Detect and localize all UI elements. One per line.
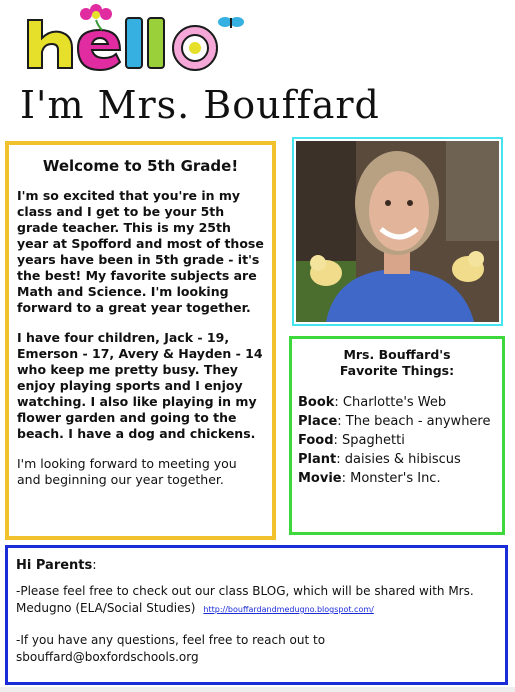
parents-heading-text: Hi Parents <box>16 558 93 573</box>
favorites-heading-line-1: Mrs. Bouffard's <box>343 347 451 362</box>
favorite-book-value: : Charlotte's Web <box>334 395 447 410</box>
favorite-plant <box>298 450 496 469</box>
parents-heading <box>16 558 497 573</box>
favorite-food-value: : Spaghetti <box>333 433 405 448</box>
favorite-place-label: Place <box>298 414 338 429</box>
favorite-place <box>298 412 496 431</box>
page-title: I'm Mrs. Bouffard <box>20 83 380 127</box>
favorites-heading <box>298 347 496 379</box>
parents-blog-text: -Please feel free to check out our class BLOG, which will be shared with Mrs. Medugno (ELA/Social Studies) <box>16 584 474 615</box>
favorites-heading-line-2: Favorite Things: <box>339 363 455 378</box>
hello-banner <box>20 2 270 72</box>
favorite-place-value: : The beach - anywhere <box>337 414 491 429</box>
favorite-food-label: Food <box>298 433 334 448</box>
welcome-paragraph-3: I'm looking forward to meeting you and beginning our year together. <box>17 456 237 487</box>
welcome-heading: Welcome to 5th Grade! <box>42 157 239 175</box>
parents-box <box>5 545 508 685</box>
hello-graphic <box>20 2 270 72</box>
welcome-paragraph-2: I have four children, Jack - 19, Emerson - 17, Avery & Hayden - 14 who keep me pretty busy. They enjoy playing sports and I enjoy watching. I also like playing in my flower garden and going to the beach. I have a dog and chickens. <box>17 330 263 441</box>
parents-blog-line <box>16 583 497 618</box>
welcome-box <box>5 141 276 540</box>
favorites-box <box>289 336 505 535</box>
favorite-movie <box>298 469 496 488</box>
favorite-book-label: Book <box>298 395 335 410</box>
teacher-photo-frame <box>292 137 503 326</box>
teacher-photo <box>296 141 499 322</box>
parents-contact-line: -If you have any questions, feel free to reach out to <box>16 633 326 647</box>
favorite-food <box>298 431 496 450</box>
favorite-plant-value: : daisies & hibiscus <box>336 452 461 467</box>
favorite-movie-value: : Monster's Inc. <box>341 471 441 486</box>
welcome-paragraph-1: I'm so excited that you're in my class and I get to be your 5th grade teacher. This is my 25th year at Spofford and most of those years have been in 5th grade - it's the best! My favorite subjects are Math and Science. I'm looking forward to a great year together. <box>17 188 264 315</box>
parents-heading-colon: : <box>92 558 97 573</box>
favorite-plant-label: Plant <box>298 452 337 467</box>
parents-email: sbouffard@boxfordschools.org <box>16 650 199 664</box>
favorite-book <box>298 393 496 412</box>
blog-link[interactable]: http://bouffardandmedugno.blogspot.com/ <box>203 605 374 614</box>
bottom-divider <box>0 687 515 692</box>
favorite-movie-label: Movie <box>298 471 342 486</box>
